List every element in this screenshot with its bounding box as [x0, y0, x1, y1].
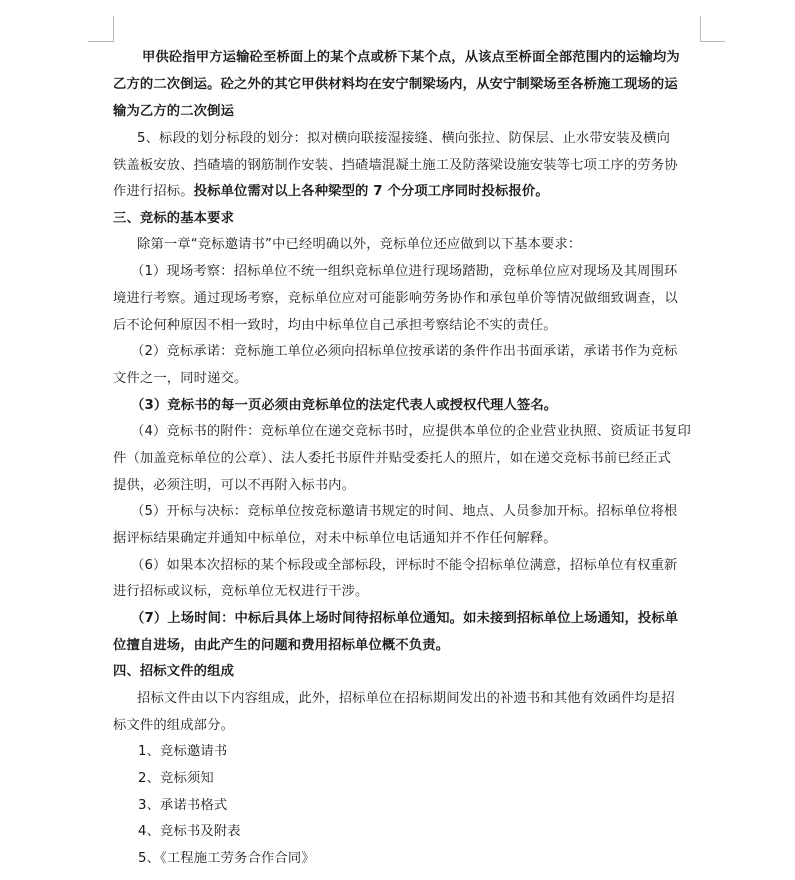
paragraph-line: （3）竞标书的每一页必须由竞标单位的法定代表人或授权代理人签名。	[131, 398, 558, 413]
paragraph-line: 铁盖板安放、挡碴墙的钢筋制作安装、挡碴墙混凝土施工及防落梁设施安装等七项工序的劳务协	[113, 158, 678, 173]
list-item: 4、竞标书及附表	[138, 824, 241, 839]
paragraph-line: （7）上场时间：中标后具体上场时间待招标单位通知。如未接到招标单位上场通知，投标单	[131, 611, 679, 626]
paragraph-line: （5）开标与决标：竞标单位按竞标邀请书规定的时间、地点、人员参加开标。招标单位将根	[131, 504, 678, 519]
paragraph-line: 甲供砼指甲方运输砼至桥面上的某个点或桥下某个点，从该点至桥面全部范围内的运输均为	[142, 50, 680, 65]
page-corner-mark-top-left	[88, 41, 113, 42]
paragraph-text: 作进行招标。	[113, 184, 194, 199]
paragraph-line: 标文件的组成部分。	[113, 718, 235, 733]
paragraph-line: 除第一章“竞标邀请书”中已经明确以外，竞标单位还应做到以下基本要求：	[137, 237, 582, 252]
paragraph-line: 后不论何种原因不相一致时，均由中标单位自己承担考察结论不实的责任。	[113, 318, 557, 333]
list-item: 3、承诺书格式	[138, 798, 228, 813]
paragraph-line: 提供，必须注明，可以不再附入标书内。	[113, 478, 356, 493]
paragraph-line: （1）现场考察：招标单位不统一组织竞标单位进行现场踏勘，竞标单位应对现场及其周围环	[131, 264, 678, 279]
list-item: 2、竞标须知	[138, 771, 214, 786]
paragraph-line: （6）如果本次招标的某个标段或全部标段，评标时不能令招标单位满意，招标单位有权重新	[131, 558, 678, 573]
paragraph-line: 据评标结果确定并通知中标单位，对未中标单位电话通知并不作任何解释。	[113, 531, 557, 546]
section-heading: 三、竞标的基本要求	[113, 211, 235, 226]
list-item: 5、《工程施工劳务合作合同》	[138, 851, 315, 866]
paragraph-line: 文件之一，同时递交。	[113, 371, 248, 386]
page-corner-mark-top-right	[700, 41, 725, 42]
page-corner-mark-top-left	[113, 16, 114, 42]
paragraph-line	[113, 183, 703, 201]
paragraph-line: 招标文件由以下内容组成，此外，招标单位在招标期间发出的补遗书和其他有效函件均是招	[137, 691, 675, 706]
paragraph-line: 输为乙方的二次倒运	[113, 104, 235, 119]
paragraph-line: 境进行考察。通过现场考察，竞标单位应对可能影响劳务协作和承包单价等情况做细致调查，以	[113, 291, 678, 306]
paragraph-line: 进行招标或议标，竞标单位无权进行干涉。	[113, 584, 369, 599]
paragraph-line: 乙方的二次倒运。砼之外的其它甲供材料均在安宁制梁场内，从安宁制梁场至各桥施工现场的运	[113, 77, 678, 92]
section-heading: 四、招标文件的组成	[113, 664, 235, 679]
paragraph-line: 位擅自进场，由此产生的问题和费用招标单位概不负责。	[113, 638, 450, 653]
paragraph-line: （4）竞标书的附件：竞标单位在递交竞标书时，应提供本单位的企业营业执照、资质证书复印	[131, 424, 691, 439]
paragraph-line: 件（加盖竞标单位的公章）、法人委托书原件并贴受委托人的照片，如在递交竞标书前已经正式	[113, 451, 672, 466]
paragraph-text-bold: 投标单位需对以上各种梁型的 7 个分项工序同时投标报价。	[193, 184, 549, 199]
page-corner-mark-top-right	[700, 16, 701, 42]
paragraph-line: 5、标段的划分标段的划分：拟对横向联接湿接缝、横向张拉、防保层、止水带安装及横向	[137, 131, 671, 146]
list-item: 1、竞标邀请书	[138, 744, 228, 759]
paragraph-line: （2）竞标承诺：竞标施工单位必须向招标单位按承诺的条件作出书面承诺，承诺书作为竞标	[131, 344, 678, 359]
